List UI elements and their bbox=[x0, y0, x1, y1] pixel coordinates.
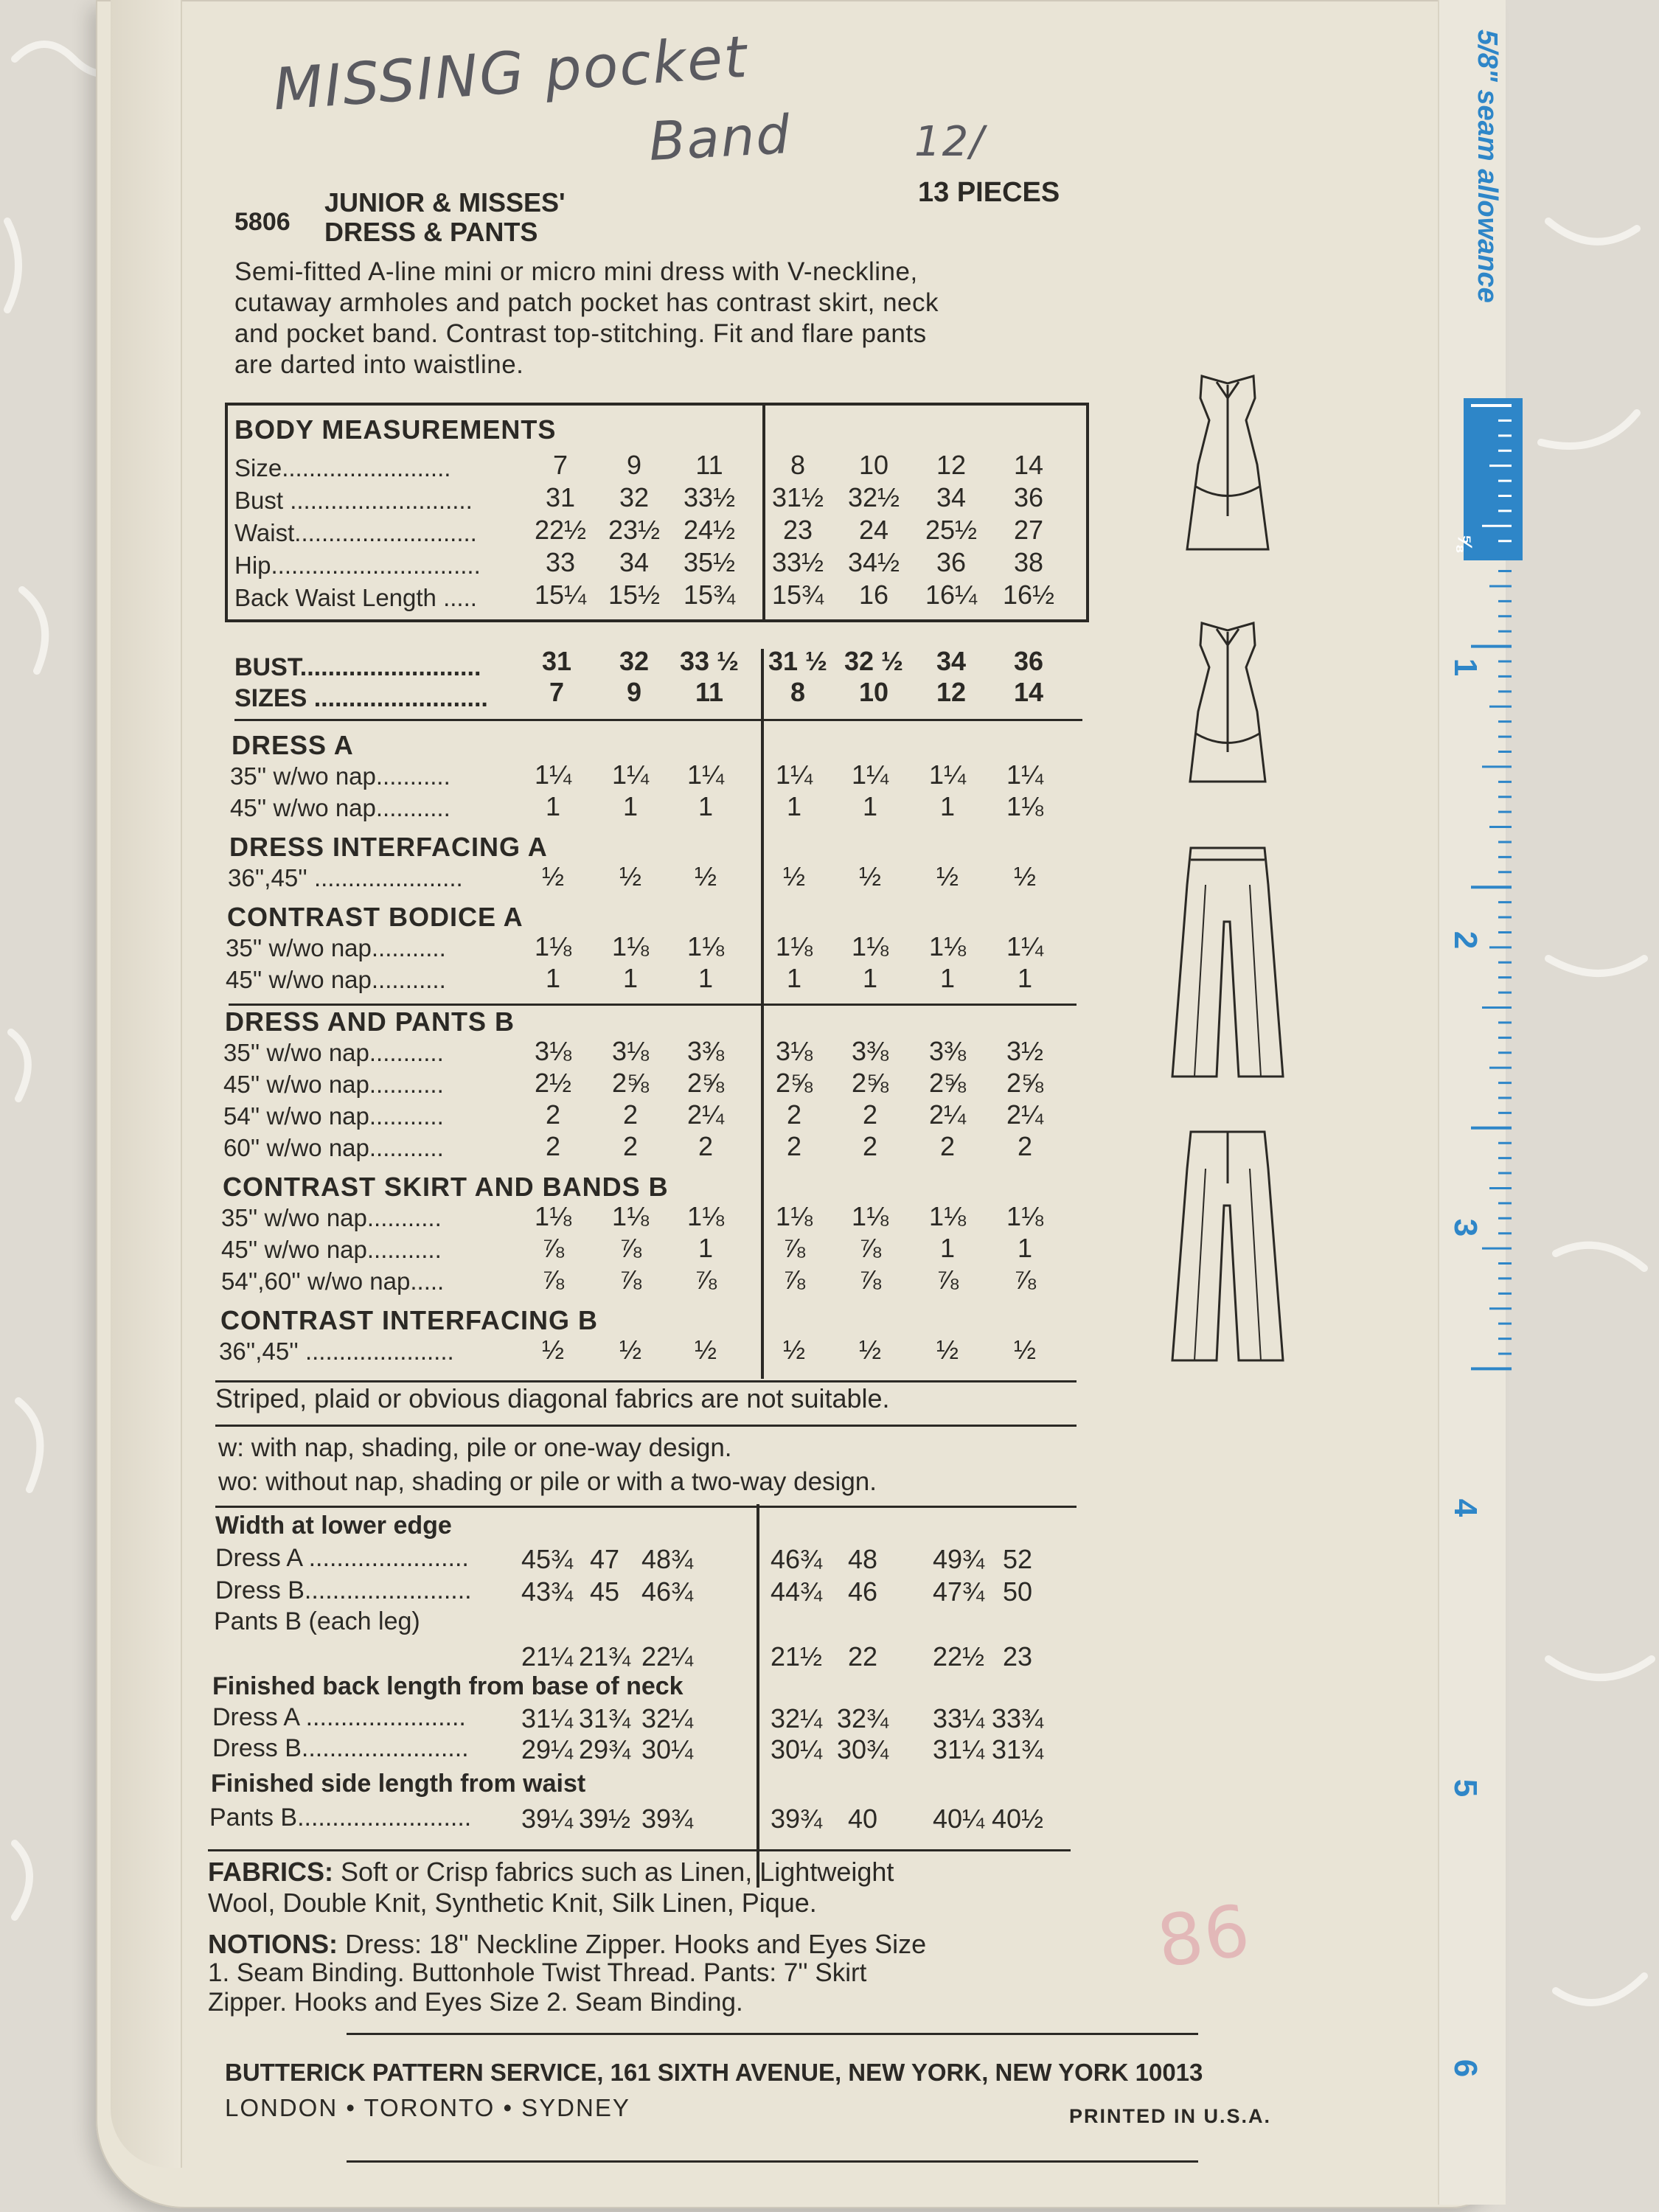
finished-value: 39¾ bbox=[770, 1804, 823, 1834]
side-length-title: Finished side length from waist bbox=[211, 1770, 586, 1798]
measurement-value: 8 bbox=[790, 450, 806, 480]
yardage-section-title: DRESS INTERFACING A bbox=[229, 832, 548, 862]
yardage-value: 1 bbox=[786, 963, 802, 993]
finished-value: 29¼ bbox=[521, 1734, 574, 1764]
size-value: 11 bbox=[695, 677, 724, 707]
finished-value: 48 bbox=[847, 1544, 878, 1574]
description-line: cutaway armholes and patch pocket has contrast skirt, neck bbox=[234, 288, 939, 317]
rule bbox=[234, 719, 1082, 721]
yardage-value: 3⅛ bbox=[775, 1036, 813, 1066]
yardage-value: 1¼ bbox=[534, 759, 572, 790]
finished-value: 47¾ bbox=[932, 1576, 985, 1607]
finished-value: 40¼ bbox=[932, 1804, 985, 1834]
yardage-value: 1¼ bbox=[611, 759, 650, 790]
measurement-value: 12 bbox=[936, 450, 967, 480]
yardage-value: ½ bbox=[694, 861, 717, 891]
yardage-value: ½ bbox=[782, 861, 806, 891]
finished-value: 47 bbox=[589, 1544, 620, 1574]
finished-row-label: Dress A ....................... bbox=[212, 1703, 466, 1731]
yardage-value: 2¼ bbox=[928, 1099, 967, 1130]
rule bbox=[347, 2160, 1198, 2163]
body-measurements-title: BODY MEASUREMENTS bbox=[234, 414, 557, 445]
yardage-value: 2 bbox=[545, 1099, 561, 1130]
yardage-value: ½ bbox=[1013, 1335, 1037, 1365]
yardage-value: ½ bbox=[619, 1335, 642, 1365]
yardage-value: 1⅛ bbox=[534, 931, 572, 961]
yardage-value: 2⅝ bbox=[775, 1068, 813, 1098]
yardage-value: ½ bbox=[858, 1335, 882, 1365]
bust-value: 31 bbox=[541, 646, 572, 676]
yardage-value: 1⅛ bbox=[775, 1201, 813, 1231]
handwritten-price: 12/ bbox=[914, 118, 986, 166]
measurement-label: Hip............................... bbox=[234, 552, 481, 579]
yardage-value: 2 bbox=[1017, 1131, 1033, 1161]
finished-value: 21¾ bbox=[578, 1641, 631, 1672]
yardage-value: 3⅜ bbox=[686, 1036, 725, 1066]
width-at-lower-edge-title: Width at lower edge bbox=[215, 1512, 452, 1540]
yardage-value: 1⅛ bbox=[686, 1201, 725, 1231]
yardage-value: 2 bbox=[786, 1099, 802, 1130]
pattern-title-line1: JUNIOR & MISSES' bbox=[324, 187, 566, 218]
yardage-value: ⅞ bbox=[694, 1265, 717, 1295]
yardage-value: 1 bbox=[786, 791, 802, 821]
rule bbox=[229, 1004, 1077, 1006]
yardage-value: 2⅝ bbox=[611, 1068, 650, 1098]
measurement-value: 33½ bbox=[771, 547, 824, 577]
finished-value: 40½ bbox=[991, 1804, 1044, 1834]
measurement-value: 34½ bbox=[847, 547, 900, 577]
measurement-value: 24 bbox=[858, 515, 889, 545]
finished-value: 31¼ bbox=[521, 1703, 574, 1733]
yardage-value: 3⅜ bbox=[851, 1036, 889, 1066]
measurement-value: 32½ bbox=[847, 482, 900, 512]
description-line: Semi-fitted A-line mini or micro mini dress with V-neckline, bbox=[234, 257, 918, 286]
yardage-value: 1 bbox=[622, 791, 639, 821]
yardage-value: ⅞ bbox=[541, 1265, 565, 1295]
yardage-value: 1⅛ bbox=[1006, 791, 1044, 821]
rule bbox=[215, 1506, 1077, 1508]
finished-value: 50 bbox=[1002, 1576, 1033, 1607]
yardage-section-title: CONTRAST INTERFACING B bbox=[220, 1305, 598, 1335]
pants-front-illustration bbox=[1165, 841, 1290, 1084]
measurement-value: 33½ bbox=[683, 482, 736, 512]
yardage-value: 1¼ bbox=[775, 759, 813, 790]
yardage-value: 1 bbox=[622, 963, 639, 993]
yardage-row-label: 36'',45'' ...................... bbox=[219, 1338, 454, 1365]
finished-value: 39¼ bbox=[521, 1804, 574, 1834]
yardage-value: ½ bbox=[936, 1335, 959, 1365]
measurement-value: 23½ bbox=[608, 515, 661, 545]
finished-value: 22 bbox=[847, 1641, 878, 1672]
description-line: and pocket band. Contrast top-stitching. Fit and flare pants bbox=[234, 319, 927, 348]
yardage-row-label: 35'' w/wo nap........... bbox=[221, 1204, 442, 1231]
envelope-flap bbox=[111, 0, 182, 2168]
yardage-row-label: 60'' w/wo nap........... bbox=[223, 1134, 444, 1161]
bust-value: 34 bbox=[936, 646, 967, 676]
notions-label: NOTIONS: bbox=[208, 1929, 338, 1959]
yardage-section-title: DRESS AND PANTS B bbox=[225, 1006, 515, 1037]
yardage-value: 1 bbox=[1017, 1233, 1033, 1263]
finished-value: 43¾ bbox=[521, 1576, 574, 1607]
yardage-value: 1⅛ bbox=[928, 931, 967, 961]
finished-row-label: Dress A ....................... bbox=[215, 1544, 469, 1572]
handwritten-note-line2: Band bbox=[647, 103, 793, 173]
finished-value: 23 bbox=[1002, 1641, 1033, 1672]
yardage-row-label: 54'' w/wo nap........... bbox=[223, 1102, 444, 1130]
ruler-number-label: 4 bbox=[1447, 1498, 1484, 1517]
pattern-title-line2: DRESS & PANTS bbox=[324, 217, 538, 247]
measurement-value: 34 bbox=[619, 547, 650, 577]
size-value: 8 bbox=[790, 677, 806, 707]
seam-ruler bbox=[1460, 398, 1519, 2087]
measurement-value: 32 bbox=[619, 482, 650, 512]
measurement-value: 34 bbox=[936, 482, 967, 512]
measurement-label: Waist........................... bbox=[234, 519, 477, 546]
publisher-cities: LONDON • TORONTO • SYDNEY bbox=[225, 2094, 630, 2121]
ruler-number-label: 1 bbox=[1447, 658, 1484, 677]
finished-value: 46¾ bbox=[770, 1544, 823, 1574]
yardage-value: 3⅜ bbox=[928, 1036, 967, 1066]
printed-in: PRINTED IN U.S.A. bbox=[1069, 2105, 1272, 2127]
yardage-value: 2⅝ bbox=[1006, 1068, 1044, 1098]
yardage-value: 2¼ bbox=[686, 1099, 725, 1130]
pattern-number: 5806 bbox=[234, 208, 291, 236]
rule bbox=[215, 1425, 1077, 1427]
yardage-value: ½ bbox=[541, 861, 565, 891]
yardage-section-title: DRESS A bbox=[232, 730, 354, 760]
yardage-value: 1⅛ bbox=[851, 931, 889, 961]
yardage-value: 1⅛ bbox=[611, 931, 650, 961]
finished-value: 40 bbox=[847, 1804, 878, 1834]
finished-value: 46 bbox=[847, 1576, 878, 1607]
handwritten-note-line1: MISSING pocket bbox=[271, 24, 751, 124]
finished-value: 33¾ bbox=[991, 1703, 1044, 1733]
finished-value: 39¾ bbox=[641, 1804, 694, 1834]
yardage-value: 1⅛ bbox=[534, 1201, 572, 1231]
notions-text: Dress: 18'' Neckline Zipper. Hooks and Eyes Size bbox=[338, 1929, 927, 1959]
pants-each-leg-label: Pants B (each leg) bbox=[214, 1607, 420, 1635]
yardage-row-label: 45'' w/wo nap........... bbox=[230, 794, 451, 821]
yardage-value: 2 bbox=[698, 1131, 714, 1161]
yardage-row-label: 45'' w/wo nap........... bbox=[226, 966, 446, 993]
yardage-value: ½ bbox=[541, 1335, 565, 1365]
yardage-value: 2 bbox=[622, 1131, 639, 1161]
yardage-value: 2 bbox=[786, 1131, 802, 1161]
yardage-value: 1⅛ bbox=[775, 931, 813, 961]
yardage-value: ½ bbox=[858, 861, 882, 891]
yardage-value: ⅞ bbox=[541, 1233, 565, 1263]
size-value: 9 bbox=[626, 677, 642, 707]
measurement-value: 15¾ bbox=[771, 580, 824, 610]
yardage-value: 1¼ bbox=[686, 759, 725, 790]
yardage-value: 1 bbox=[939, 963, 956, 993]
yardage-row-label: 45'' w/wo nap........... bbox=[223, 1071, 444, 1098]
yardage-value: 1 bbox=[939, 791, 956, 821]
rule bbox=[215, 1380, 1077, 1382]
yardage-value: 1⅛ bbox=[928, 1201, 967, 1231]
yardage-value: 1⅛ bbox=[686, 931, 725, 961]
bust-value: 33 ½ bbox=[679, 646, 740, 676]
dress-back-illustration bbox=[1172, 369, 1283, 560]
faint-pencil-number: 86 bbox=[1152, 1888, 1256, 1984]
finished-value: 48¾ bbox=[641, 1544, 694, 1574]
finished-value: 32¼ bbox=[641, 1703, 694, 1733]
measurement-value: 25½ bbox=[925, 515, 978, 545]
fabrics-line2: Wool, Double Knit, Synthetic Knit, Silk Linen, Pique. bbox=[208, 1888, 817, 1918]
yardage-value: ⅞ bbox=[619, 1265, 642, 1295]
finished-value: 21½ bbox=[770, 1641, 823, 1672]
ruler-number-label: 3 bbox=[1447, 1218, 1484, 1237]
back-length-title: Finished back length from base of neck bbox=[212, 1672, 684, 1700]
measurement-value: 31 bbox=[545, 482, 576, 512]
yardage-value: 1 bbox=[1017, 963, 1033, 993]
yardage-value: 1⅛ bbox=[611, 1201, 650, 1231]
finished-value: 22½ bbox=[932, 1641, 985, 1672]
yardage-value: 2 bbox=[622, 1099, 639, 1130]
yardage-column-divider bbox=[761, 649, 764, 1379]
fabrics-label: FABRICS: bbox=[208, 1857, 333, 1887]
measurement-value: 16½ bbox=[1002, 580, 1055, 610]
yardage-row-label: 45'' w/wo nap........... bbox=[221, 1236, 442, 1263]
measurement-value: 9 bbox=[626, 450, 642, 480]
yardage-value: 1 bbox=[698, 963, 714, 993]
measurement-value: 15¼ bbox=[534, 580, 587, 610]
description-line: are darted into waistline. bbox=[234, 350, 524, 379]
finished-value: 52 bbox=[1002, 1544, 1033, 1574]
yardage-value: ½ bbox=[619, 861, 642, 891]
finished-value: 45 bbox=[589, 1576, 620, 1607]
finished-value: 39½ bbox=[578, 1804, 631, 1834]
ruler-number-label: 6 bbox=[1447, 2059, 1484, 2078]
notions-line1 bbox=[208, 1929, 926, 1960]
measurement-value: 15½ bbox=[608, 580, 661, 610]
yardage-value: 2 bbox=[545, 1131, 561, 1161]
yardage-value: 1¼ bbox=[928, 759, 967, 790]
finished-value: 49¾ bbox=[932, 1544, 985, 1574]
yardage-value: 1¼ bbox=[851, 759, 889, 790]
without-nap-definition: wo: without nap, shading or pile or with a two-way design. bbox=[218, 1467, 877, 1496]
ruler-number-label: 2 bbox=[1447, 931, 1484, 950]
yardage-value: ½ bbox=[694, 1335, 717, 1365]
size-value: 14 bbox=[1013, 677, 1044, 707]
measurement-value: 36 bbox=[936, 547, 967, 577]
measurement-value: 33 bbox=[545, 547, 576, 577]
yardage-value: 1 bbox=[698, 1233, 714, 1263]
finished-value: 31¾ bbox=[991, 1734, 1044, 1764]
bust-value: 31 ½ bbox=[768, 646, 828, 676]
rule bbox=[347, 2033, 1198, 2035]
yardage-value: 2½ bbox=[534, 1068, 572, 1098]
ruler-number-label: ⅝ bbox=[1453, 534, 1477, 552]
yardage-row-label: 36'',45'' ...................... bbox=[228, 864, 463, 891]
not-suitable-note: Striped, plaid or obvious diagonal fabrics are not suitable. bbox=[215, 1383, 890, 1413]
yardage-value: 2⅝ bbox=[686, 1068, 725, 1098]
finished-row-label: Dress B........................ bbox=[212, 1734, 469, 1762]
yardage-value: 1¼ bbox=[1006, 931, 1044, 961]
yardage-value: 1 bbox=[862, 963, 878, 993]
measurement-value: 7 bbox=[552, 450, 568, 480]
measurement-value: 36 bbox=[1013, 482, 1044, 512]
yardage-value: 2 bbox=[939, 1131, 956, 1161]
measurement-value: 16 bbox=[858, 580, 889, 610]
yardage-value: ⅞ bbox=[936, 1265, 959, 1295]
measurement-label: Size......................... bbox=[234, 454, 451, 481]
yardage-value: 2⅝ bbox=[928, 1068, 967, 1098]
yardage-value: ⅞ bbox=[1013, 1265, 1037, 1295]
finished-value: 44¾ bbox=[770, 1576, 823, 1607]
yardage-section-title: CONTRAST SKIRT AND BANDS B bbox=[223, 1172, 669, 1202]
notions-line2: 1. Seam Binding. Buttonhole Twist Thread. Pants: 7'' Skirt bbox=[208, 1958, 867, 1987]
finished-value: 31¼ bbox=[932, 1734, 985, 1764]
measurement-value: 27 bbox=[1013, 515, 1044, 545]
measurement-value: 15¾ bbox=[683, 580, 736, 610]
bust-value: 36 bbox=[1013, 646, 1044, 676]
pants-back-illustration bbox=[1165, 1124, 1290, 1368]
yardage-value: ½ bbox=[936, 861, 959, 891]
finished-row-label: Pants B......................... bbox=[209, 1804, 472, 1832]
yardage-section-title: CONTRAST BODICE A bbox=[227, 902, 524, 932]
finished-row-label: Dress B........................ bbox=[215, 1576, 472, 1604]
yardage-value: 3⅛ bbox=[611, 1036, 650, 1066]
finished-value: 32¾ bbox=[836, 1703, 889, 1733]
bust-value: 32 ½ bbox=[844, 646, 904, 676]
yardage-value: 2¼ bbox=[1006, 1099, 1044, 1130]
fabrics-line1 bbox=[208, 1857, 894, 1888]
measurement-value: 23 bbox=[782, 515, 813, 545]
sizes-label: SIZES ......................... bbox=[234, 684, 488, 712]
bust-label: BUST.......................... bbox=[234, 653, 481, 681]
finished-value: 29¾ bbox=[578, 1734, 631, 1764]
yardage-row-label: 35'' w/wo nap........... bbox=[223, 1039, 444, 1066]
measurement-label: Back Waist Length ..... bbox=[234, 584, 477, 611]
yardage-value: ⅞ bbox=[619, 1233, 642, 1263]
notions-line3: Zipper. Hooks and Eyes Size 2. Seam Binding. bbox=[208, 1988, 743, 2017]
measurement-label: Bust ........................... bbox=[234, 487, 473, 514]
yardage-value: ⅞ bbox=[782, 1265, 806, 1295]
yardage-value: 1 bbox=[545, 791, 561, 821]
finished-value: 46¾ bbox=[641, 1576, 694, 1607]
finished-value: 31¾ bbox=[578, 1703, 631, 1733]
finished-value: 21¼ bbox=[521, 1641, 574, 1672]
publisher-address: BUTTERICK PATTERN SERVICE, 161 SIXTH AVENUE, NEW YORK, NEW YORK 10013 bbox=[225, 2059, 1203, 2086]
finished-value: 45¾ bbox=[521, 1544, 574, 1574]
measurement-value: 16¼ bbox=[925, 580, 978, 610]
yardage-row-label: 35'' w/wo nap........... bbox=[226, 934, 446, 961]
pieces-count: 13 PIECES bbox=[918, 177, 1060, 208]
finished-value: 32¼ bbox=[770, 1703, 823, 1733]
finished-value: 30¾ bbox=[836, 1734, 889, 1764]
pattern-description bbox=[234, 257, 939, 380]
measurement-value: 22½ bbox=[534, 515, 587, 545]
size-value: 10 bbox=[858, 677, 889, 707]
finished-value: 30¼ bbox=[641, 1734, 694, 1764]
yardage-value: 1 bbox=[545, 963, 561, 993]
yardage-value: 1 bbox=[698, 791, 714, 821]
measurement-value: 14 bbox=[1013, 450, 1044, 480]
yardage-value: ⅞ bbox=[782, 1233, 806, 1263]
measurement-value: 24½ bbox=[683, 515, 736, 545]
yardage-value: 2⅝ bbox=[851, 1068, 889, 1098]
with-nap-definition: w: with nap, shading, pile or one-way design. bbox=[218, 1433, 732, 1462]
measurement-value: 31½ bbox=[771, 482, 824, 512]
measurement-value: 10 bbox=[858, 450, 889, 480]
yardage-value: 1 bbox=[862, 791, 878, 821]
finished-value: 22¼ bbox=[641, 1641, 694, 1672]
yardage-value: ⅞ bbox=[858, 1233, 882, 1263]
finished-value: 30¼ bbox=[770, 1734, 823, 1764]
yardage-value: 3⅛ bbox=[534, 1036, 572, 1066]
yardage-value: 1⅛ bbox=[851, 1201, 889, 1231]
yardage-value: 1⅛ bbox=[1006, 1201, 1044, 1231]
yardage-value: 2 bbox=[862, 1131, 878, 1161]
seam-allowance-label: 5/8" seam allowance bbox=[1472, 29, 1503, 303]
yardage-value: 2 bbox=[862, 1099, 878, 1130]
dress-back-illustration bbox=[1172, 616, 1283, 793]
fabrics-text: Soft or Crisp fabrics such as Linen, Lightweight bbox=[333, 1857, 894, 1887]
yardage-value: ½ bbox=[1013, 861, 1037, 891]
measurement-value: 35½ bbox=[683, 547, 736, 577]
yardage-value: ⅞ bbox=[858, 1265, 882, 1295]
yardage-row-label: 35'' w/wo nap........... bbox=[230, 762, 451, 790]
yardage-value: 3½ bbox=[1006, 1036, 1044, 1066]
finished-value: 33¼ bbox=[932, 1703, 985, 1733]
yardage-value: 1¼ bbox=[1006, 759, 1044, 790]
yardage-value: ½ bbox=[782, 1335, 806, 1365]
size-value: 12 bbox=[936, 677, 967, 707]
rule bbox=[208, 1849, 1071, 1851]
ruler-number-label: 5 bbox=[1447, 1778, 1484, 1798]
yardage-value: 1 bbox=[939, 1233, 956, 1263]
size-value: 7 bbox=[549, 677, 565, 707]
bust-value: 32 bbox=[619, 646, 650, 676]
yardage-row-label: 54'',60'' w/wo nap..... bbox=[221, 1267, 445, 1295]
measurement-value: 11 bbox=[695, 450, 723, 480]
measurement-value: 38 bbox=[1013, 547, 1044, 577]
